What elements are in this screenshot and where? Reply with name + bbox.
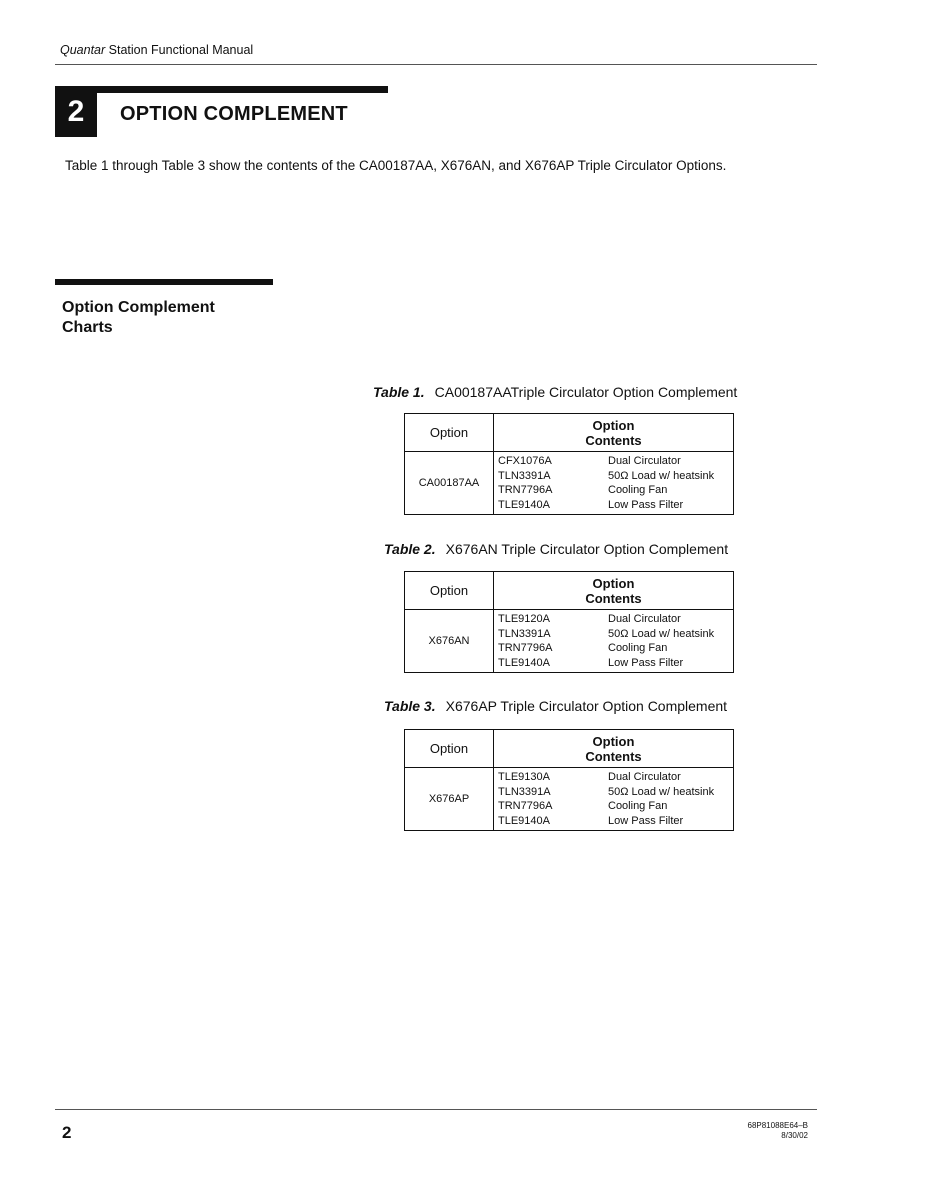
option-table: [404, 413, 734, 515]
item-desc: Dual Circulator: [608, 455, 681, 467]
table-row: [405, 610, 734, 673]
table-caption-text: CA00187AATriple Circulator Option Complement: [434, 384, 738, 400]
column-header-contents: [494, 572, 734, 610]
item-code: TLN3391A: [498, 785, 551, 798]
item-desc: 50Ω Load w/ heatsink: [608, 469, 715, 482]
chapter-number: 2: [67, 94, 85, 128]
table-caption-text: X676AP Triple Circulator Option Complement: [445, 698, 728, 714]
table-label: Table 3.: [384, 698, 436, 714]
item-code: TLN3391A: [498, 627, 551, 640]
chapter-rule: [97, 86, 388, 93]
page-number: 2: [62, 1123, 72, 1142]
list-item: [498, 469, 733, 484]
column-header-option: Option: [405, 730, 494, 768]
header-product: Quantar: [60, 43, 106, 57]
table-label: Table 1.: [373, 384, 425, 400]
list-item: [498, 454, 733, 469]
doc-number: 68P81088E64–B: [747, 1121, 808, 1130]
list-item: [498, 785, 733, 800]
option-cell: X676AP: [405, 768, 494, 831]
item-code: TLE9140A: [498, 814, 550, 827]
doc-date: 8/30/02: [781, 1131, 808, 1140]
column-header-contents: [494, 414, 734, 452]
table-row: [405, 768, 734, 831]
column-header-option: Option: [405, 572, 494, 610]
column-header-contents-line1: Option: [592, 575, 635, 591]
header-divider: [55, 64, 817, 65]
item-desc: Low Pass Filter: [608, 656, 684, 669]
intro-paragraph: Table 1 through Table 3 show the contents of the CA00187AA, X676AN, and X676AP Triple Circulator Options.: [65, 158, 727, 173]
column-header-option: Option: [405, 414, 494, 452]
running-header: [60, 43, 253, 57]
list-item: [498, 814, 733, 829]
item-desc: 50Ω Load w/ heatsink: [608, 627, 715, 640]
footer-divider: [55, 1109, 817, 1110]
item-code: TLE9130A: [498, 771, 550, 783]
list-item: [498, 641, 733, 656]
item-desc: Cooling Fan: [608, 484, 668, 496]
column-header-contents-line2: Contents: [585, 748, 642, 764]
item-desc: Cooling Fan: [608, 800, 668, 812]
option-table: [404, 729, 734, 831]
column-header-contents-line2: Contents: [585, 432, 642, 448]
item-code: TLN3391A: [498, 469, 551, 482]
item-desc: Cooling Fan: [608, 642, 668, 654]
table-caption: [384, 698, 727, 714]
table-row: [405, 452, 734, 515]
section-rule: [55, 279, 273, 285]
option-cell: CA00187AA: [405, 452, 494, 515]
section-title: [62, 298, 215, 338]
chapter-number-box: [55, 86, 97, 137]
list-item: [498, 770, 733, 785]
item-desc: Low Pass Filter: [608, 498, 684, 511]
list-item: [498, 656, 733, 671]
contents-cell: [494, 768, 734, 831]
contents-cell: [494, 610, 734, 673]
column-header-contents-line2: Contents: [585, 590, 642, 606]
column-header-contents-line1: Option: [592, 417, 635, 433]
item-desc: 50Ω Load w/ heatsink: [608, 785, 715, 798]
item-code: TLE9120A: [498, 613, 550, 625]
contents-cell: [494, 452, 734, 515]
list-item: [498, 483, 733, 498]
item-desc: Dual Circulator: [608, 613, 681, 625]
list-item: [498, 799, 733, 814]
column-header-contents: [494, 730, 734, 768]
section-title-line1: Option Complement: [62, 299, 215, 316]
column-header-contents-line1: Option: [592, 733, 635, 749]
document-id: [748, 1121, 809, 1141]
item-code: TLE9140A: [498, 498, 550, 511]
item-desc: Low Pass Filter: [608, 814, 684, 827]
item-desc: Dual Circulator: [608, 771, 681, 783]
header-title: Station Functional Manual: [108, 43, 254, 57]
list-item: [498, 627, 733, 642]
table-label: Table 2.: [384, 541, 436, 557]
item-code: TRN7796A: [498, 484, 553, 496]
table-caption-text: X676AN Triple Circulator Option Complement: [445, 541, 729, 557]
option-table: [404, 571, 734, 673]
item-code: TRN7796A: [498, 642, 553, 654]
item-code: CFX1076A: [498, 455, 552, 467]
item-code: TRN7796A: [498, 800, 553, 812]
item-code: TLE9140A: [498, 656, 550, 669]
list-item: [498, 498, 733, 513]
table-caption: [373, 384, 737, 400]
section-title-line2: Charts: [62, 319, 113, 336]
table-caption: [384, 541, 728, 557]
chapter-title: OPTION COMPLEMENT: [120, 103, 348, 125]
list-item: [498, 612, 733, 627]
option-cell: X676AN: [405, 610, 494, 673]
